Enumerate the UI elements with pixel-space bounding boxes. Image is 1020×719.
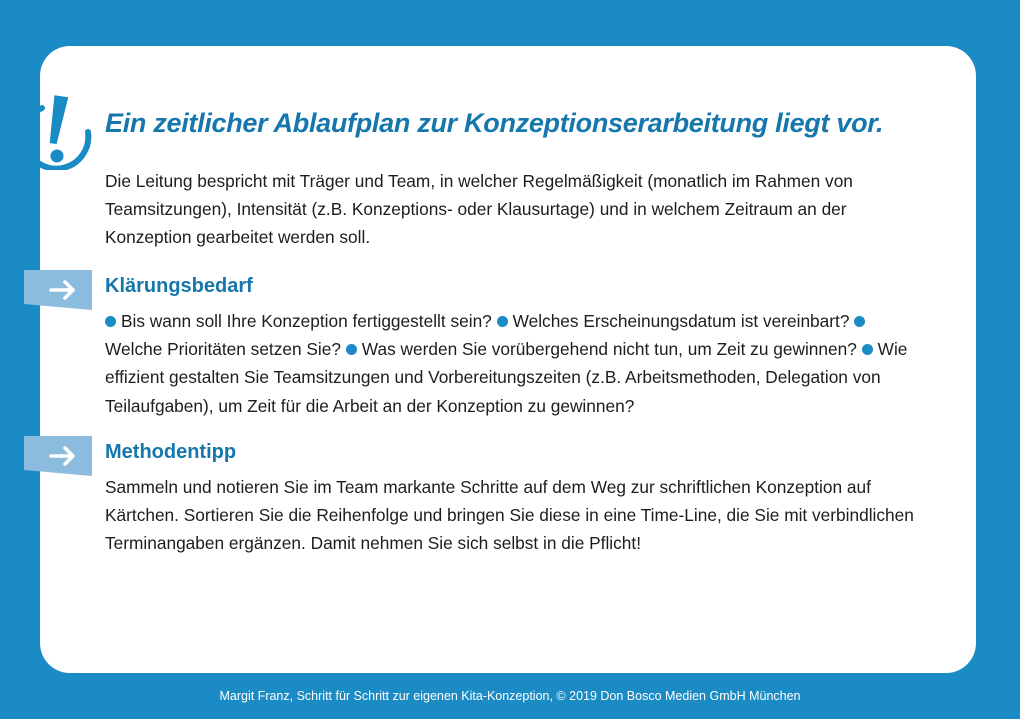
- klaerungsbedarf-questions: [105, 307, 920, 420]
- question-item: Bis wann soll Ihre Konzeption fertiggestellt sein?: [121, 311, 492, 331]
- exclamation-circle-icon: [16, 90, 92, 170]
- bullet-icon: [497, 316, 508, 327]
- intro-paragraph: Die Leitung bespricht mit Träger und Team, in welcher Regelmäßigkeit (monatlich im Rahmen von Teamsitzungen), Intensität (z.B. Konzeptions- oder Klausurtage) und in welchem Zeitraum an der Konzeption gearbeitet werden soll.: [105, 171, 853, 248]
- bullet-icon: [105, 316, 116, 327]
- bullet-icon: [854, 316, 865, 327]
- question-item: Welche Prioritäten setzen Sie?: [105, 339, 341, 360]
- question-item: Welches Erscheinungsdatum ist vereinbart?: [512, 311, 850, 331]
- bullet-icon: [862, 344, 873, 355]
- methodentipp-text: Sammeln und notieren Sie im Team markante Schritte auf dem Weg zur schriftlichen Konzeption auf Kärtchen. Sortieren Sie die Reihenfolge und bringen Sie diese in eine Time-Line, die Sie mit verbindlichen Terminangaben ergänzen. Damit nehmen Sie sich selbst in die Pflicht!: [105, 477, 914, 554]
- arrow-right-icon: [24, 436, 92, 484]
- bullet-icon: [346, 344, 357, 355]
- question-item: Wie effizient gestalten Sie Teamsitzungen und Vorbereitungszeiten (z.B. Arbeitsmethoden, Delegation von Teilaufgaben), um Zeit für die Arbeit an der Konzeption zu gewinnen?: [105, 339, 908, 416]
- section-heading-klaerungsbedarf: Klärungsbedarf: [105, 275, 253, 297]
- footer-credit: Margit Franz, Schritt für Schritt zur eigenen Kita-Konzeption, © 2019 Don Bosco Medien GmbH München: [219, 689, 801, 703]
- section-heading-methodentipp: Methodentipp: [105, 441, 237, 463]
- page-title: Ein zeitlicher Ablaufplan zur Konzeptionserarbeitung liegt vor.: [105, 108, 884, 138]
- question-item: Was werden Sie vorübergehend nicht tun, um Zeit zu gewinnen?: [361, 339, 857, 360]
- arrow-right-icon: [24, 270, 92, 318]
